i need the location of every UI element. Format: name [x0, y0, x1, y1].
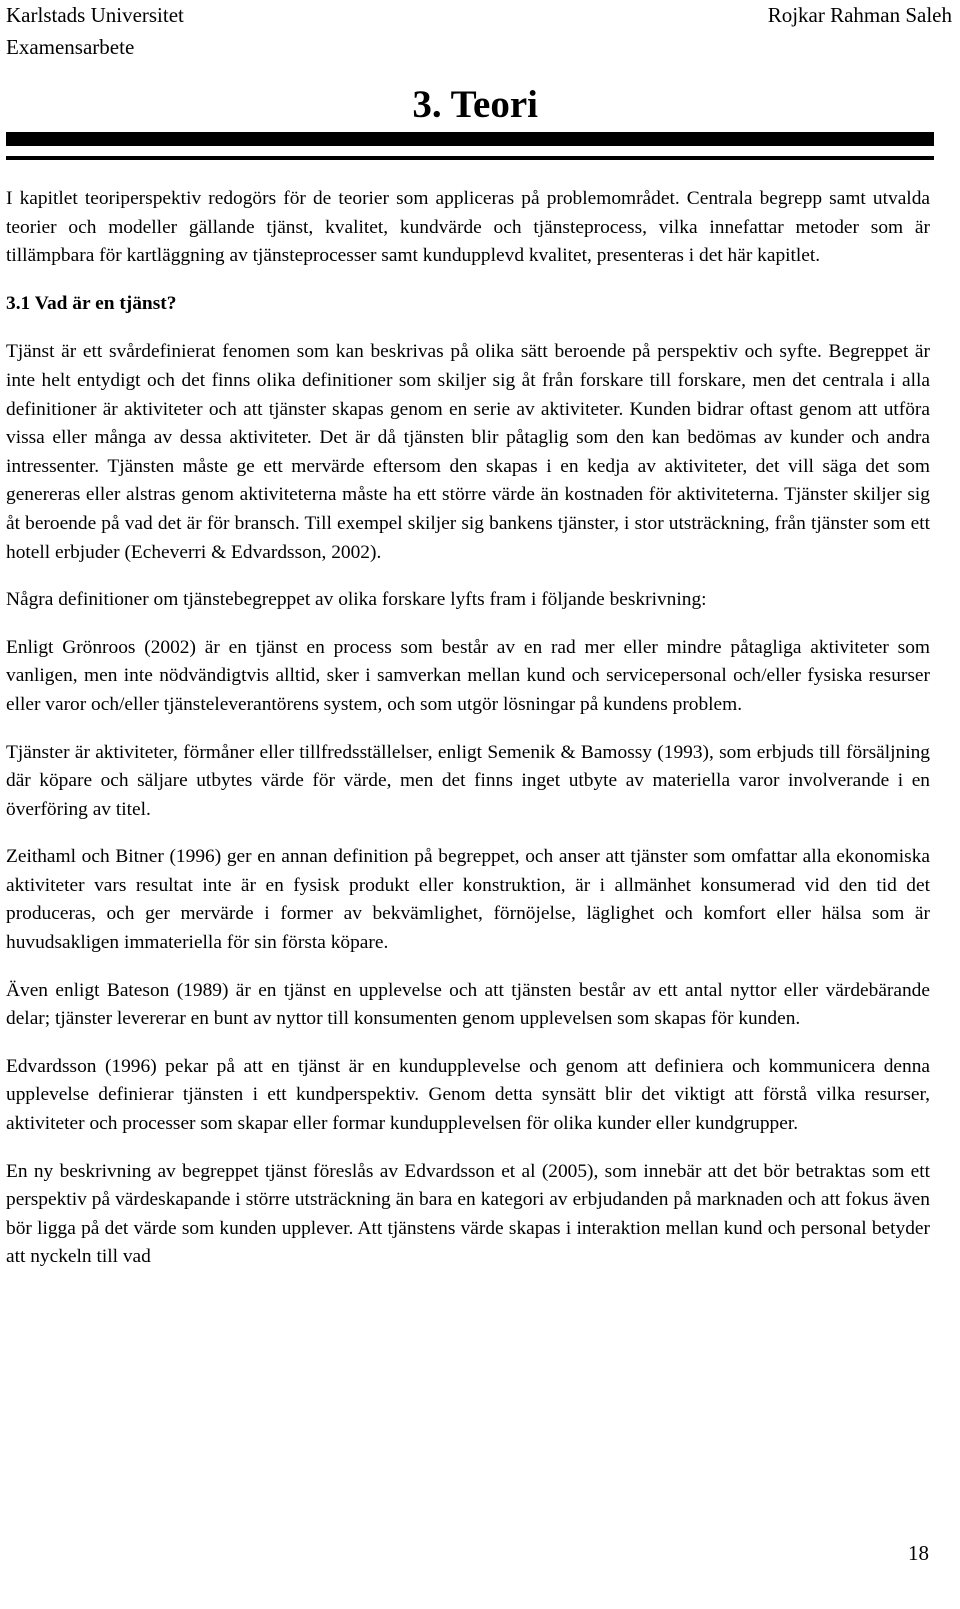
- section-heading: 3.1 Vad är en tjänst?: [6, 292, 177, 314]
- header-university: Karlstads Universitet: [6, 3, 184, 27]
- body-paragraph: Tjänster är aktiviteter, förmåner eller tillfredsställelser, enligt Semenik & Bamossy (1993), som erbjuds till försäljning där köpare och säljare utbytes värde för värde, men det finns inget utbyte av materiella varor involverande i en överföring av titel.: [6, 741, 930, 820]
- body-paragraph: Några definitioner om tjänstebegreppet av olika forskare lyfts fram i följande beskrivning:: [6, 589, 707, 611]
- header-doc-type: Examensarbete: [6, 35, 135, 59]
- body-paragraph: Edvardsson (1996) pekar på att en tjänst är en kundupplevelse och genom att definiera och kommunicera denna upplevelse definierar tjänsten i ett kundperspektiv. Genom detta synsätt blir det viktigt att förstå vilka resurser, aktiviteter och processer som skapar eller formar kundupplevelsen för olika kunder eller kundgrupper.: [6, 1055, 930, 1135]
- body-paragraph: Enligt Grönroos (2002) är en tjänst en process som består av en rad mer eller mindre påtagliga aktiviteter som vanligen, men inte nödvändigtvis alltid, sker i samverkan mellan kund och servicepersonal och/eller fysiska resurser eller varor och/eller tjänsteleverantörens system, och som utgör lösningar på kundens problem.: [6, 636, 930, 715]
- chapter-title: 3. Teori: [412, 83, 538, 126]
- page-body: [6, 185, 930, 1291]
- body-paragraph: Även enligt Bateson (1989) är en tjänst en upplevelse och att tjänsten består av ett antal nyttor eller värdebärande delar; tjänster levererar en bunt av nyttor till konsumenten genom upplevelsen som skapas för kunden.: [6, 979, 930, 1030]
- title-rule-thick: [6, 132, 934, 146]
- body-paragraph: Zeithaml och Bitner (1996) ger en annan definition på begreppet, och anser att tjänster som omfattar alla ekonomiska aktiviteter vars resultat inte är en fysisk produkt eller konstruktion, är i allmänhet konsumerad vid den tid det produceras, och ger mervärde i former av bekvämlighet, förnöjelse, läglighet och komfort eller hälsa som är huvudsakligen immateriella för sin första köpare.: [6, 846, 930, 954]
- header-author: Rojkar Rahman Saleh: [767, 3, 952, 27]
- intro-paragraph: I kapitlet teoriperspektiv redogörs för de teorier som appliceras på problemområdet. Centrala begrepp samt utvalda teorier och modeller gällande tjänst, kvalitet, kundvärde och tjänsteprocess, vilka innefattar metoder som är tillämpbara för kartläggning av tjänsteprocesser samt kundupplevd kvalitet, presenteras i det här kapitlet.: [6, 188, 930, 267]
- body-paragraph: En ny beskrivning av begreppet tjänst föreslås av Edvardsson et al (2005), som innebär att det bör betraktas som ett perspektiv på värdeskapande i större utsträckning än bara en kategori av erbjudanden på marknaden och att fokus även bör ligga på det värde som kunden upplever. Att tjänstens värde skapas i interaktion mellan kund och personal betyder att nyckeln till vad: [6, 1160, 930, 1268]
- page-number: 18: [908, 1541, 929, 1565]
- body-paragraph: Tjänst är ett svårdefinierat fenomen som kan beskrivas på olika sätt beroende på perspektiv och syfte. Begreppet är inte helt entydigt och det finns olika definitioner som skiljer sig åt från forskare till forskare, men det centrala i alla definitioner är aktiviteter och att tjänster skapas genom en serie av aktiviteter. Kunden bidrar oftast genom att utföra vissa eller många av dessa aktiviteter. Det är då tjänsten blir påtaglig som den kan bedömas av kunder och andra intressenter. Tjänsten måste ge ett mervärde eftersom den skapas i en kedja av aktiviteter, det vill säga det som genereras eller alstras genom aktiviteterna måste ha ett större värde än kostnaden för aktiviteterna. Tjänster skiljer sig åt beroende på vad det är för bransch. Till exempel skiljer sig bankens tjänster, i stor utsträckning, från tjänster som ett hotell erbjuder (Echeverri & Edvardsson, 2002).: [6, 341, 930, 563]
- title-rule-thin: [6, 156, 934, 160]
- running-header-left: [6, 0, 184, 63]
